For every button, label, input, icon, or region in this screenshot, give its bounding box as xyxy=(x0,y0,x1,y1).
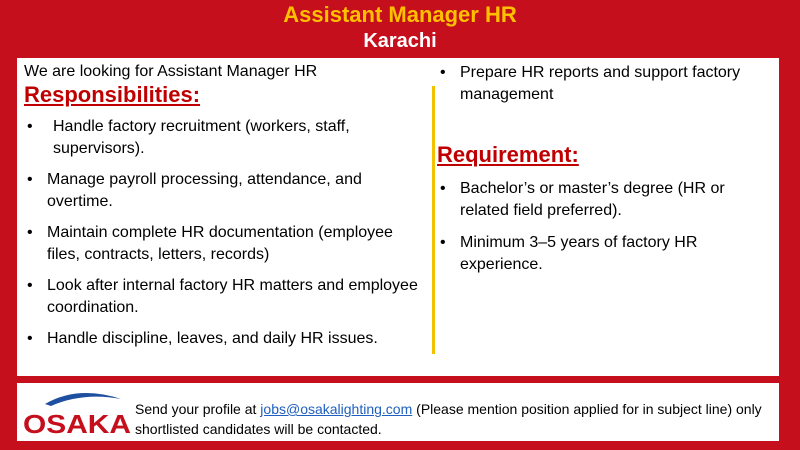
header-banner xyxy=(0,0,800,58)
contact-text-before: Send your profile at xyxy=(135,401,261,417)
list-item: • Manage payroll processing, attendance, and overtime. xyxy=(24,169,424,213)
list-item: • Handle discipline, leaves, and daily HR issues. xyxy=(24,328,424,350)
responsibilities-continued-list xyxy=(437,62,767,106)
list-item: • Bachelor’s or master’s degree (HR or related field preferred). xyxy=(437,178,767,222)
responsibilities-heading: Responsibilities: xyxy=(24,82,201,107)
contact-footer xyxy=(17,383,779,441)
email-link[interactable]: jobs@osakalighting.com xyxy=(260,401,413,417)
left-column xyxy=(24,62,424,350)
requirement-heading: Requirement: xyxy=(437,142,579,167)
job-title: Assistant Manager HR xyxy=(283,2,517,27)
logo-arc-icon xyxy=(45,393,121,406)
list-item: • Maintain complete HR documentation (employee files, contracts, letters, records) xyxy=(24,222,424,266)
responsibilities-list xyxy=(24,116,424,350)
right-column xyxy=(437,62,767,276)
intro-text: We are looking for Assistant Manager HR xyxy=(24,63,318,80)
osaka-logo xyxy=(23,387,137,437)
requirements-list xyxy=(437,178,767,276)
job-location: Karachi xyxy=(363,30,437,52)
contact-text-after: (Please mention position applied for in subject line) only shortlisted candidates will be contacted. xyxy=(135,401,762,437)
contact-text xyxy=(135,399,775,439)
list-item: • Look after internal factory HR matters and employee coordination. xyxy=(24,275,424,319)
list-item: • Minimum 3–5 years of factory HR experience. xyxy=(437,232,767,276)
logo-text: OSAKA xyxy=(23,409,132,437)
job-details-panel xyxy=(17,58,779,376)
list-item: • Handle factory recruitment (workers, staff, supervisors). xyxy=(24,116,424,160)
list-item: • Prepare HR reports and support factory management xyxy=(437,62,767,106)
column-divider xyxy=(432,86,435,354)
